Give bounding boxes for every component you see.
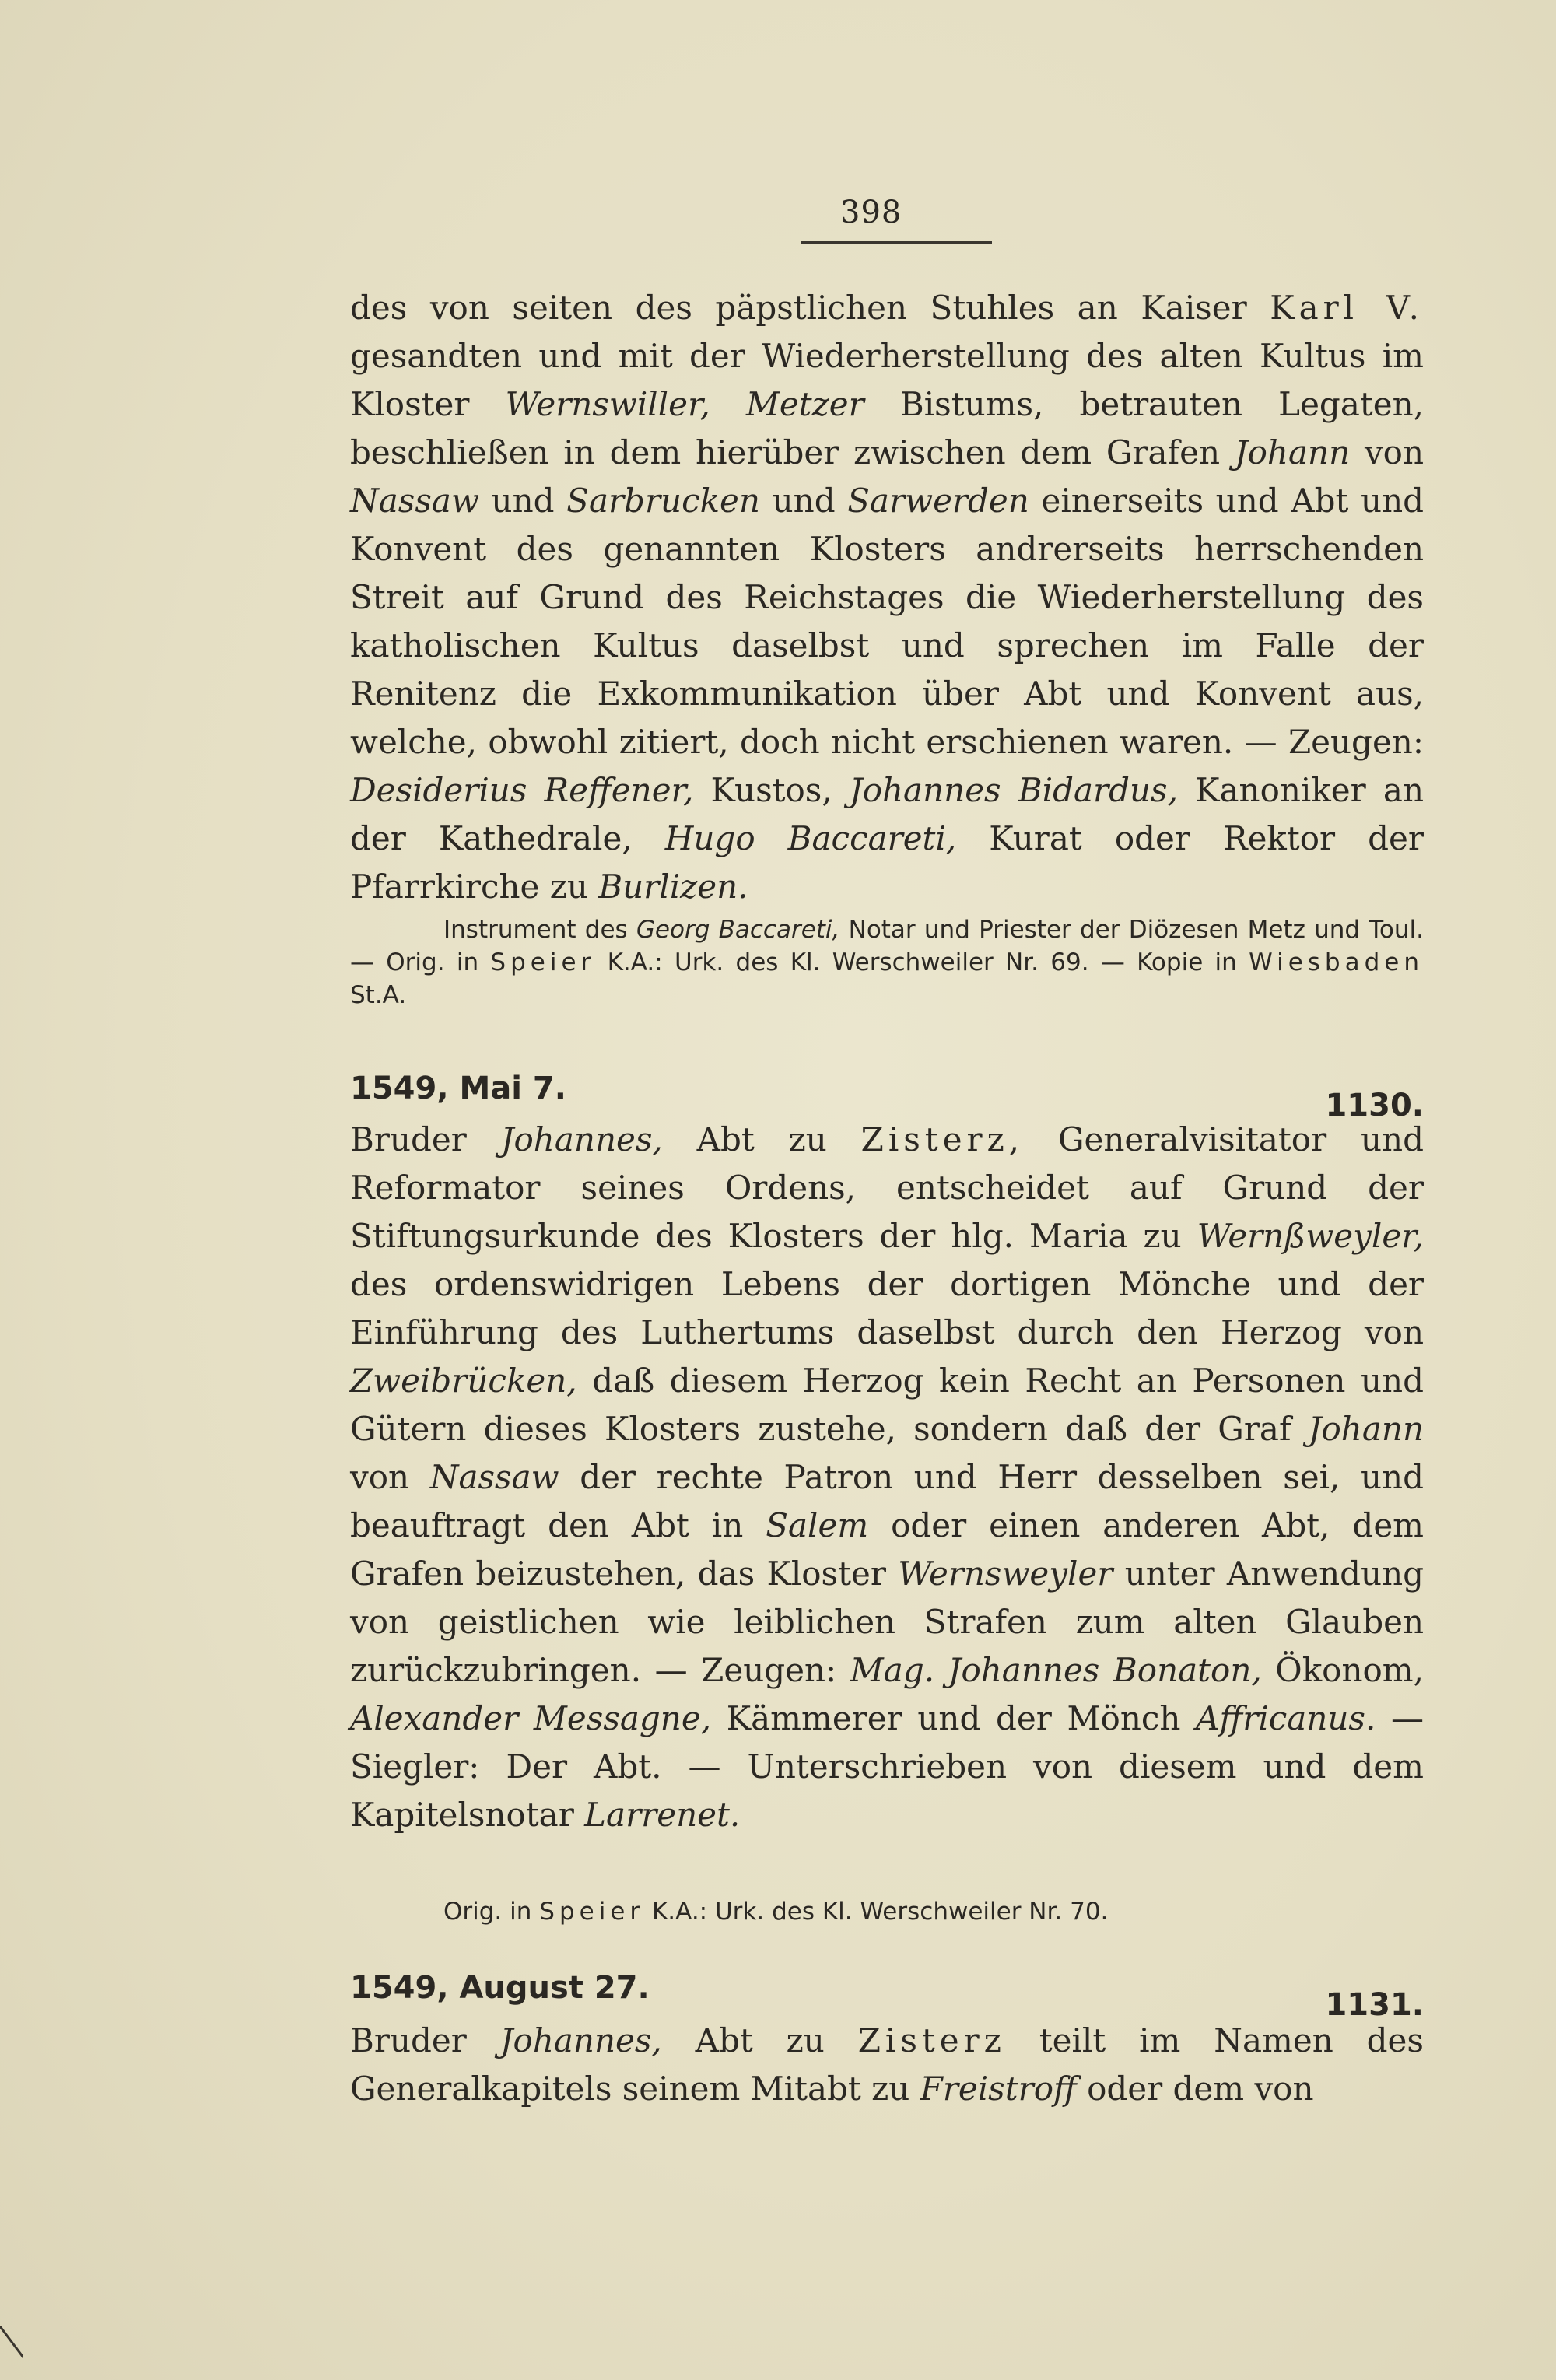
body-paragraph-1131: Bruder Johannes, Abt zu Zisterz teilt im Namen des Generalkapitels seinem Mitabt zu Freistroff oder dem von [350,2021,1424,2108]
body-paragraph-1130: Bruder Johannes, Abt zu Zisterz, Generalvisitator und Reformator seines Ordens, entscheidet auf Grund der Stiftungsurkunde des Klosters der hlg. Maria zu Wernßweyler, des ordenswidrigen Lebens der dortigen Mönche und der Einführung des Luthertums daselbst durch den Herzog von Zweibrücken, daß diesem Herzog kein Recht an Personen und Gütern dieses Klosters zustehe, sondern daß der Graf Johann von Nassaw der rechte Patron und Herr desselben sei, und beauftragt den Abt in Salem oder einen anderen Abt, dem Grafen beizustehen, das Kloster Wernsweyler unter Anwendung von geistlichen wie leiblichen Strafen zum alten Glauben zurückzubringen. — Zeugen: Mag. Johannes Bonaton, Ökonom, Alexander Messagne, Kämmerer und der Mönch Affricanus. — Siegler: Der Abt. — Unterschrieben von diesem und dem Kapitelsnotar Larrenet. [350,1120,1425,1834]
entry-number: 1130. [1325,1088,1424,1123]
entry-date: 1549, Mai 7. [350,1071,566,1106]
source-note-1130: Orig. in Speier K.A.: Urk. des Kl. Werschweiler Nr. 70. [443,1898,1109,1926]
page-corner-mark [0,2326,23,2380]
entry-number: 1131. [1325,1987,1424,2023]
page-number-rule [801,241,992,244]
page-number: 398 [840,195,902,230]
entry-heading-1131 [350,1970,1424,2023]
entry-date: 1549, August 27. [350,1970,650,2006]
entry-heading-1130 [350,1071,1424,1123]
source-note-1129: Instrument des Georg Baccareti, Notar und Priester der Diözesen Metz und Toul. — Orig. in Speier K.A.: Urk. des Kl. Werschweiler Nr. 69. — Kopie in Wiesbaden St.A. [350,916,1425,1009]
body-paragraph-1129-continued: des von seiten des päpstlichen Stuhles an Kaiser Karl V. gesandten und mit der Wiederherstellung des alten Kultus im Kloster Wernswiller, Metzer Bistums, betrauten Legaten, beschließen in dem hierüber zwischen dem Grafen Johann von Nassaw und Sarbrucken und Sarwerden einerseits und Abt und Konvent des genannten Klosters andrerseits herrschenden Streit auf Grund des Reichstages die Wiederherstellung des katholischen Kultus daselbst und sprechen im Falle der Renitenz die Exkommunikation über Abt und Konvent aus, welche, obwohl zitiert, doch nicht erschienen waren. — Zeugen: Desiderius Reffener, Kustos, Johannes Bidardus, Kanoniker an der Kathedrale, Hugo Baccareti, Kurat oder Rektor der Pfarrkirche zu Burlizen. [350,289,1425,906]
